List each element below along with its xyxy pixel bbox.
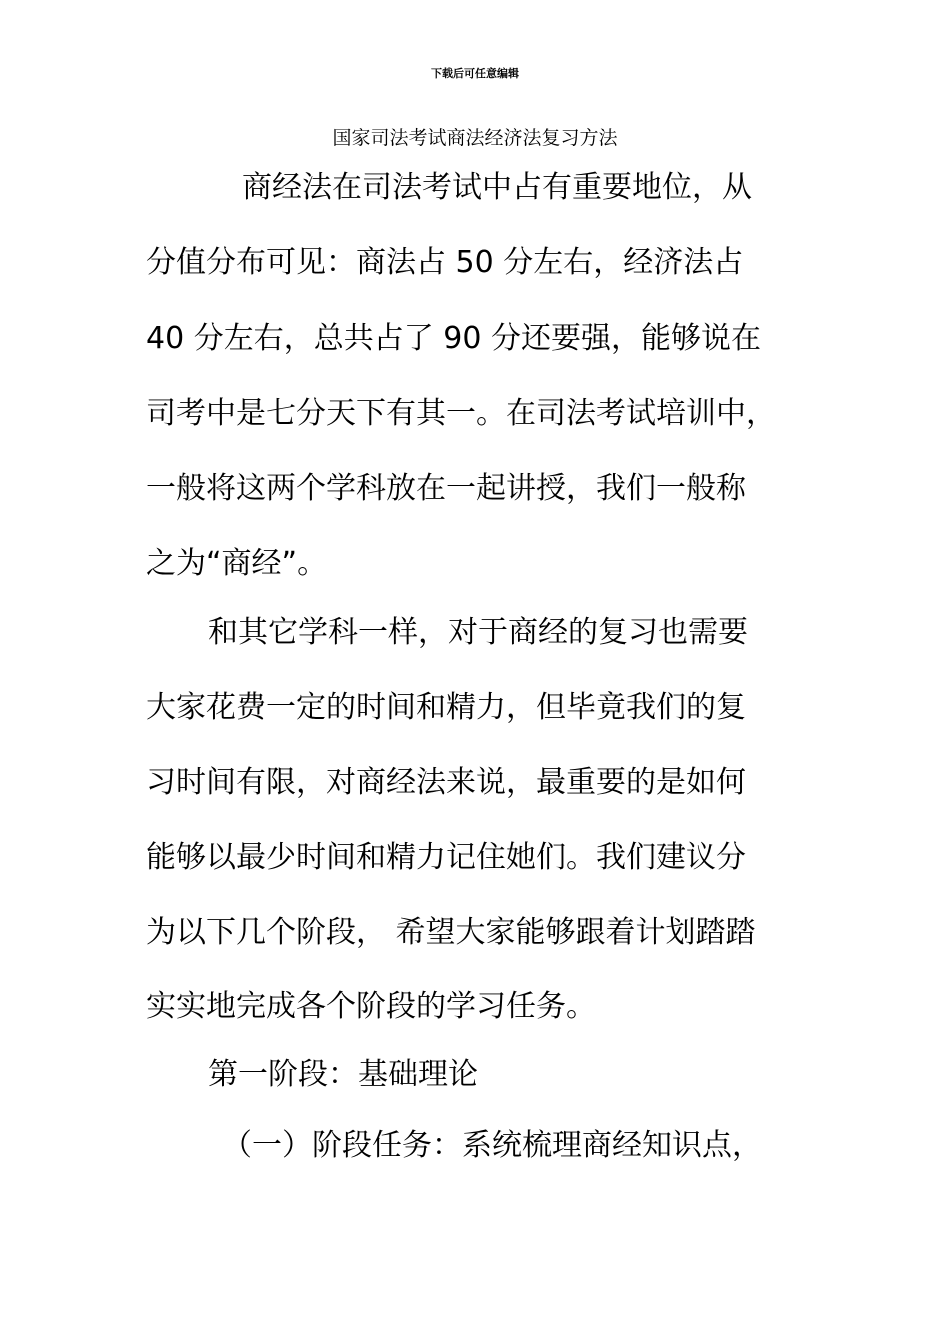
paragraph-line: 商经法在司法考试中占有重要地位，从 [242, 170, 752, 205]
document-title: 国家司法考试商法经济法复习方法 [332, 127, 618, 149]
paragraph-line: 一般将这两个学科放在一起讲授，我们一般称 [146, 471, 746, 506]
paragraph-line: 分值分布可见：商法占 50 分左右，经济法占 [146, 245, 744, 280]
paragraph-line: 和其它学科一样，对于商经的复习也需要 [208, 615, 748, 650]
paragraph-line: 能够以最少时间和精力记住她们。我们建议分 [146, 840, 746, 875]
paragraph-line: 实实地完成各个阶段的学习任务。 [146, 989, 596, 1024]
paragraph-line: 为以下几个阶段， 希望大家能够跟着计划踏踏 [146, 915, 756, 950]
subsection-heading: （一）阶段任务：系统梳理商经知识点， [222, 1128, 762, 1163]
paragraph-line: 习时间有限，对商经法来说，最重要的是如何 [146, 765, 746, 800]
section-heading: 第一阶段：基础理论 [208, 1057, 478, 1092]
paragraph-line: 之为“商经”。 [146, 546, 328, 581]
paragraph-line: 司考中是七分天下有其一。在司法考试培训中， [146, 396, 776, 431]
header-note: 下载后可任意编辑 [431, 67, 519, 80]
paragraph-line: 大家花费一定的时间和精力，但毕竟我们的复 [146, 690, 746, 725]
paragraph-line: 40 分左右，总共占了 90 分还要强，能够说在 [146, 321, 761, 356]
